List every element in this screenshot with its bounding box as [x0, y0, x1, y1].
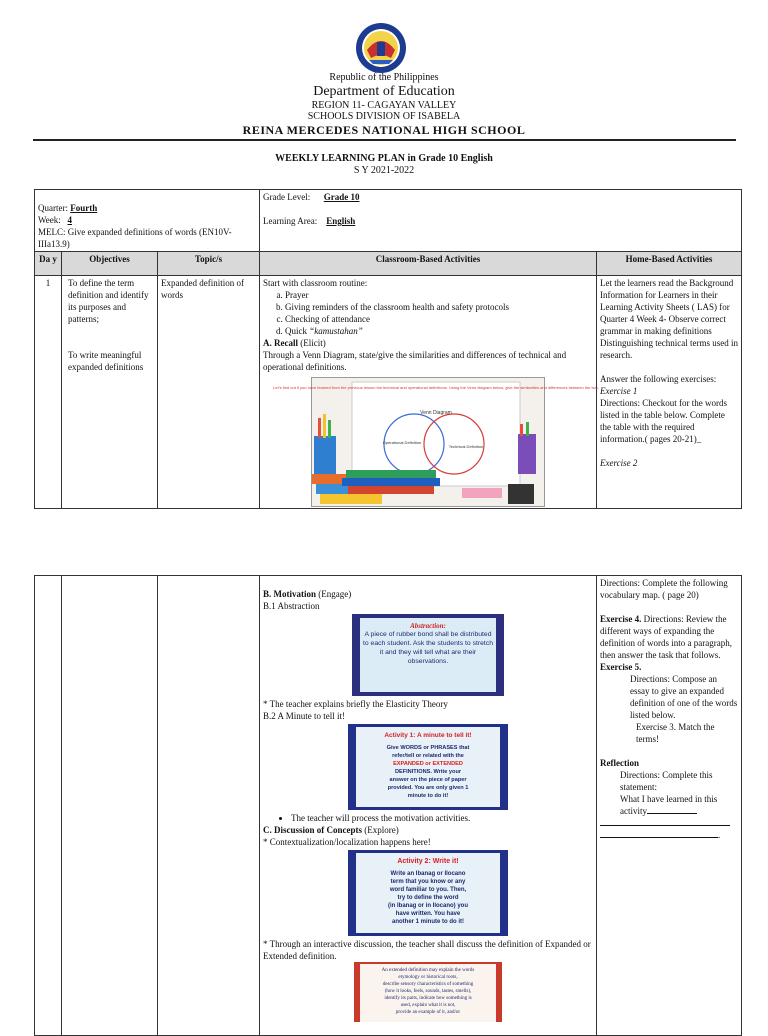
- elasticity-note: * The teacher explains briefly the Elasticity Theory: [263, 699, 448, 709]
- calculator-icon: [508, 484, 534, 504]
- weekly-plan-table-2: [34, 575, 742, 1036]
- col-header-day: Da y: [35, 252, 62, 276]
- answer-blank[interactable]: [600, 825, 730, 826]
- abstraction-label: B.1 Abstraction: [263, 601, 320, 611]
- day-cell-empty: [35, 576, 62, 1036]
- contextual-note: * Contextualization/localization happens here!: [263, 837, 431, 847]
- abstraction-slide: [352, 614, 504, 696]
- slide2-line: EXPANDED or EXTENDED: [393, 761, 463, 767]
- vocab-map-directions: Directions: Complete the following vocabulary map. ( page 20): [600, 578, 728, 600]
- venn-title: Venn Diagram: [420, 410, 452, 416]
- interactive-note: * Through an interactive discussion, the teacher shall discuss the definition of Expanded or Extended definition.: [263, 939, 591, 961]
- slide4-line: used, explain what it is not,: [400, 1003, 456, 1008]
- slide3-line: word familiar to you. Then,: [389, 887, 467, 893]
- venn-left-label: Operational Definition: [382, 440, 422, 445]
- area-value: English: [326, 216, 356, 226]
- weekly-plan-table-1: [34, 189, 742, 509]
- slide2-line: provided. You are only given 1: [387, 785, 469, 791]
- answer-blank[interactable]: [647, 813, 697, 814]
- extended-definition-slide: [354, 962, 502, 1022]
- venn-right-label: Technical Definition: [448, 444, 484, 449]
- slide4-line: describe sensory characteristics of something: [382, 982, 474, 987]
- slide3-line: term that you know or any: [390, 879, 466, 885]
- topic-cell-empty: [158, 576, 260, 1036]
- minute-label: B.2 A Minute to tell it!: [263, 711, 346, 721]
- exercise-1-label: Exercise 1: [600, 386, 638, 396]
- minute-slide: [348, 724, 508, 810]
- classroom-cell-2: [260, 576, 597, 1036]
- home-answer: Answer the following exercises:: [600, 374, 717, 384]
- slide2-title: Activity 1: A minute to tell it!: [384, 732, 472, 739]
- motivation-title: B. Motivation: [263, 589, 316, 599]
- col-header-objectives: Objectives: [62, 252, 158, 276]
- slide1-title: Abstraction:: [410, 622, 446, 630]
- routine-item: d. Quick “kamustahan”: [285, 325, 593, 337]
- routine-quote: “kamustahan”: [309, 326, 363, 336]
- slide1-body: A piece of rubber bond shall be distributed to each student. Ask the students to stretch it and they will tell what are their observations.: [363, 631, 493, 665]
- slide2-line: Give WORDS or PHRASES that: [386, 745, 470, 751]
- slide4-line: identify its parts, indicate how something is: [384, 996, 472, 1001]
- pencil-cup-icon: [314, 436, 336, 474]
- exercise-5-label: Exercise 5.: [600, 662, 642, 672]
- reflection-label: Reflection: [600, 758, 639, 768]
- week-value: 4: [67, 215, 73, 225]
- write-it-slide: [348, 850, 508, 936]
- exercise-2-label: Exercise 2: [600, 458, 638, 468]
- week-label: Week:: [38, 215, 61, 225]
- learned-prompt: What I have learned in this activity: [620, 794, 718, 816]
- exercise-4-text: Directions: Review the different ways of expanding the definition of words into a paragraph, then answer the task that follows.: [600, 614, 732, 660]
- recall-sub: (Elicit): [300, 338, 326, 348]
- routine-list: [263, 289, 593, 337]
- slide4-line: etymology or historical roots,: [398, 975, 458, 980]
- slide2-line: answer on the piece of paper: [389, 777, 467, 783]
- slide4-line: An extended definition may explain the words: [381, 968, 475, 973]
- topic-cell: Expanded definition of words: [158, 276, 260, 509]
- grade-value: Grade 10: [323, 192, 360, 202]
- header-rule: [33, 139, 736, 141]
- home-reading: Let the learners read the Background Information for Learners in their Learning Activity Sheets ( LAS) for Quarter 4 Week 4- Observe correct grammar in making definitions Distinguishing technical terms used in research.: [600, 278, 738, 360]
- venn-diagram-image: [273, 377, 599, 507]
- col-header-topics: Topic/s: [158, 252, 260, 276]
- discussion-title: C. Discussion of Concepts: [263, 825, 363, 835]
- grade-label: Grade Level:: [263, 192, 311, 202]
- slide3-line: another 1 minute to do it!: [392, 919, 464, 925]
- slide3-line: (in Ibanag or in Ilocano) you: [387, 903, 469, 909]
- routine-item: b. Giving reminders of the classroom health and safety protocols: [285, 301, 593, 313]
- objectives-cell-empty: [62, 576, 158, 1036]
- deped-seal: [355, 22, 407, 74]
- motivation-sub: (Engage): [318, 589, 352, 599]
- recall-text: Through a Venn Diagram, state/give the similarities and differences of technical and operational definitions.: [263, 350, 567, 372]
- plan-title: WEEKLY LEARNING PLAN in Grade 10 English: [275, 153, 493, 164]
- exercise-1-directions: Directions: Checkout for the words listed in the table below. Complete the table with the required information.( pages 20-21)_: [600, 398, 727, 444]
- objectives-cell: [62, 276, 158, 509]
- venn-caption: Let’s find out if you have learned from the previous lesson the technical and operational definitions. Using the Venn diagram below, give the similarities and differences between the two.: [273, 385, 599, 390]
- slide2-line: refer/tell or related with the: [392, 753, 464, 759]
- routine-intro: Start with classroom routine:: [263, 278, 368, 288]
- slide2-line: minute to do it!: [407, 793, 449, 799]
- recall-title: A. Recall: [263, 338, 299, 348]
- exercise-3-text: Exercise 3. Match the terms!: [636, 722, 715, 744]
- slide3-line: try to define the word: [397, 895, 459, 901]
- quarter-info-cell: [35, 190, 260, 252]
- answer-blank[interactable]: [600, 837, 718, 838]
- svg-text:Let’s find out if you have lea: [273, 385, 599, 390]
- process-list: [263, 812, 593, 824]
- slide4-line: provide an example of it, and/or: [395, 1010, 461, 1015]
- division-line: SCHOOLS DIVISION OF ISABELA: [307, 111, 461, 122]
- reflection-text: Directions: Complete this statement:: [620, 770, 713, 792]
- area-label: Learning Area:: [263, 216, 318, 226]
- quarter-value: Fourth: [70, 203, 98, 213]
- slide3-line: have written. You have: [395, 911, 461, 917]
- school-year: S Y 2021-2022: [353, 165, 415, 176]
- slide4-line: (how it looks, feels, sounds, tastes, smells),: [384, 989, 472, 994]
- republic-line: Republic of the Philippines: [329, 72, 439, 83]
- objective-1: To define the term definition and identify its purposes and patterns;: [68, 278, 149, 324]
- day-cell: 1: [35, 276, 62, 509]
- slide2-line: DEFINITIONS. Write your: [394, 769, 462, 775]
- grade-info-cell: [260, 190, 742, 252]
- classroom-cell-1: [260, 276, 597, 509]
- department-line: Department of Education: [313, 84, 455, 99]
- slide3-line: Write an Ibanag or Ilocano: [390, 871, 466, 877]
- exercise-4-label: Exercise 4.: [600, 614, 642, 624]
- col-header-home: Home-Based Activities: [597, 252, 742, 276]
- home-cell-2: Directions: Complete the following vocabulary map. ( page 20) Exercise 4. Directions: Review the different ways of expanding the definition of words into a paragraph, then answer the task that follows. Exercise 5. Directions: Compose an essay to give an expanded definition of one of the words listed below. Exercise 3. Match the terms! Reflection Directions: Complete this statement: What I have learned in this activity .: [597, 576, 742, 1036]
- home-cell-1: [597, 276, 742, 509]
- routine-item: a. Prayer: [285, 289, 593, 301]
- routine-item: c. Checking of attendance: [285, 313, 593, 325]
- school-name: REINA MERCEDES NATIONAL HIGH SCHOOL: [242, 123, 526, 137]
- slide3-title: Activity 2: Write it!: [397, 858, 459, 865]
- col-header-classroom: Classroom-Based Activities: [260, 252, 597, 276]
- quarter-label: Quarter:: [38, 203, 68, 213]
- objective-2: To write meaningful expanded definitions: [68, 350, 144, 372]
- discussion-sub: (Explore): [364, 825, 399, 835]
- process-bullet: • The teacher will process the motivation activities.: [291, 812, 593, 824]
- region-line: REGION 11- CAGAYAN VALLEY: [311, 100, 457, 111]
- exercise-5-text: Directions: Compose an essay to give an expanded definition of one of the words listed below.: [630, 674, 738, 720]
- melc-text: MELC: Give expanded definitions of words (EN10V-IIIa13.9): [38, 227, 232, 249]
